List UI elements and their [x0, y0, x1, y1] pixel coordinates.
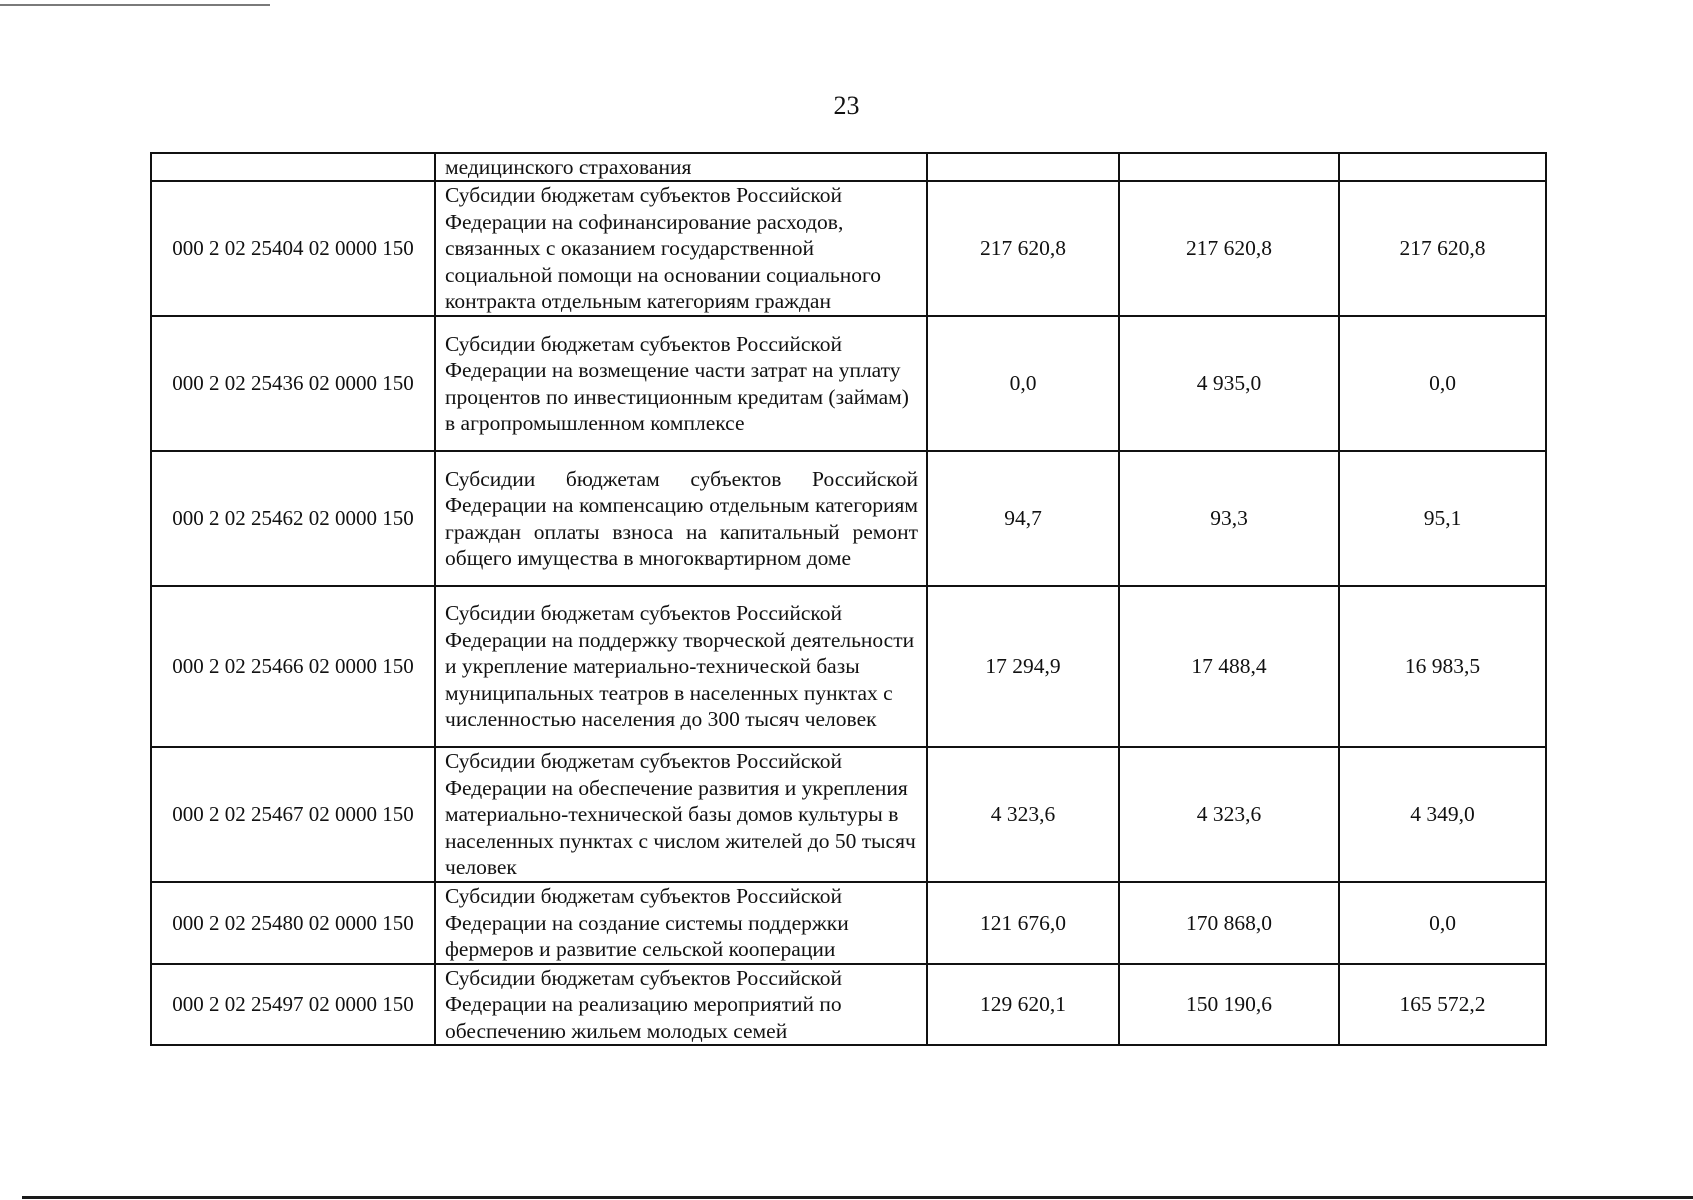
- value-cell-3: 95,1: [1339, 451, 1546, 586]
- value-cell-3: 16 983,5: [1339, 586, 1546, 747]
- budget-code-cell: 000 2 02 25480 02 0000 150: [151, 882, 435, 964]
- budget-code-cell: 000 2 02 25404 02 0000 150: [151, 181, 435, 316]
- value-cell-1: 0,0: [927, 316, 1119, 451]
- value-cell-1: 4 323,6: [927, 747, 1119, 882]
- value-cell-3: 4 349,0: [1339, 747, 1546, 882]
- value-cell-1: [927, 153, 1119, 181]
- table-row: [151, 964, 1546, 1046]
- value-cell-1: 129 620,1: [927, 964, 1119, 1046]
- table-row: [151, 747, 1546, 882]
- description-cell: Субсидии бюджетам субъектов Российской Федерации на создание системы поддержки фермеров и развитие сельской кооперации: [435, 882, 927, 964]
- description-cell: Субсидии бюджетам субъектов Российской Федерации на обеспечение развития и укрепления материально-технической базы домов культуры в населенных пунктах с числом жителей до 50 тысяч человек: [435, 747, 927, 882]
- description-cell: Субсидии бюджетам субъектов Российской Федерации на компенсацию отдельным категориям граждан оплаты взноса на капитальный ремонт общего имущества в многоквартирном доме: [435, 451, 927, 586]
- budget-code-cell: [151, 153, 435, 181]
- table-row: [151, 882, 1546, 964]
- value-cell-1: 17 294,9: [927, 586, 1119, 747]
- description-cell: Субсидии бюджетам субъектов Российской Федерации на поддержку творческой деятельности и укрепление материально-технической базы муниципальных театров в населенных пунктах с численностью населения до 300 тысяч человек: [435, 586, 927, 747]
- budget-code-cell: 000 2 02 25466 02 0000 150: [151, 586, 435, 747]
- table-row: [151, 181, 1546, 316]
- budget-table: [150, 152, 1547, 1046]
- value-cell-3: 0,0: [1339, 316, 1546, 451]
- description-cell: Субсидии бюджетам субъектов Российской Федерации на софинансирование расходов, связанных с оказанием государственной социальной помощи на основании социального контракта отдельным категориям граждан: [435, 181, 927, 316]
- value-cell-3: [1339, 153, 1546, 181]
- value-cell-2: 170 868,0: [1119, 882, 1339, 964]
- description-cell: Субсидии бюджетам субъектов Российской Федерации на возмещение части затрат на уплату процентов по инвестиционным кредитам (займам) в агропромышленном комплексе: [435, 316, 927, 451]
- bottom-edge-rule: [22, 1196, 1693, 1199]
- table-row: [151, 451, 1546, 586]
- value-cell-2: 93,3: [1119, 451, 1339, 586]
- value-cell-2: 217 620,8: [1119, 181, 1339, 316]
- top-edge-rule: [0, 4, 270, 6]
- value-cell-2: 4 323,6: [1119, 747, 1339, 882]
- description-cell: Субсидии бюджетам субъектов Российской Федерации на реализацию мероприятий по обеспечению жильем молодых семей: [435, 964, 927, 1046]
- value-cell-2: 150 190,6: [1119, 964, 1339, 1046]
- value-cell-2: 4 935,0: [1119, 316, 1339, 451]
- budget-code-cell: 000 2 02 25467 02 0000 150: [151, 747, 435, 882]
- page-number: 23: [833, 91, 860, 120]
- value-cell-1: 217 620,8: [927, 181, 1119, 316]
- budget-code-cell: 000 2 02 25462 02 0000 150: [151, 451, 435, 586]
- budget-code-cell: 000 2 02 25497 02 0000 150: [151, 964, 435, 1046]
- value-cell-2: [1119, 153, 1339, 181]
- budget-code-cell: 000 2 02 25436 02 0000 150: [151, 316, 435, 451]
- value-cell-3: 217 620,8: [1339, 181, 1546, 316]
- value-cell-1: 94,7: [927, 451, 1119, 586]
- value-cell-3: 0,0: [1339, 882, 1546, 964]
- value-cell-2: 17 488,4: [1119, 586, 1339, 747]
- table-row: [151, 316, 1546, 451]
- description-cell: медицинского страхования: [435, 153, 927, 181]
- value-cell-3: 165 572,2: [1339, 964, 1546, 1046]
- table-row-continuation: [151, 153, 1546, 181]
- table-row: [151, 586, 1546, 747]
- value-cell-1: 121 676,0: [927, 882, 1119, 964]
